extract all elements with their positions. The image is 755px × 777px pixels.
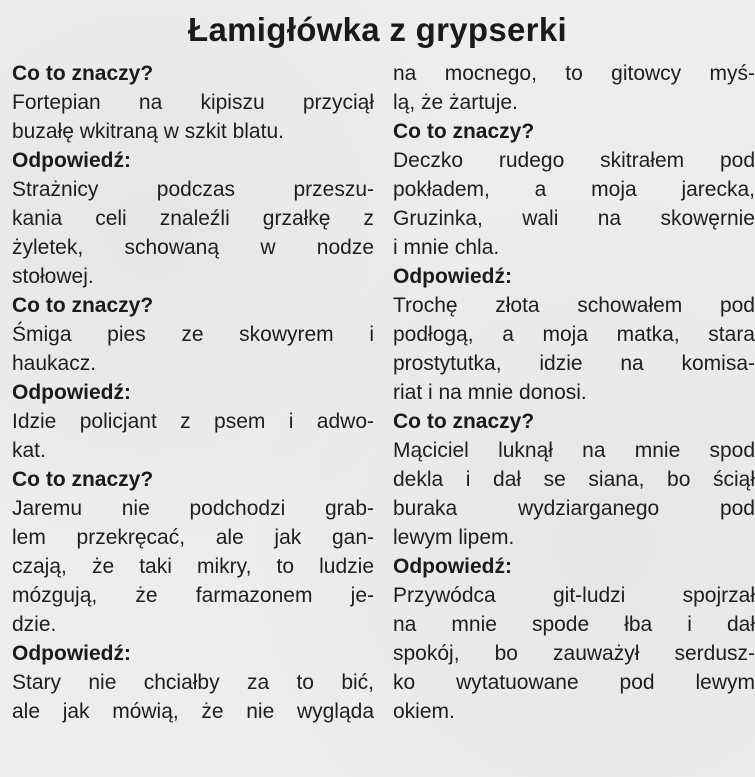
text-line: buzałę wkitraną w szkit blatu.	[12, 120, 284, 143]
text-line: Trochę złota schowałem pod	[393, 294, 755, 317]
article-title: Łamigłówka z grypserki	[188, 11, 567, 48]
text-line: ale jak mówią, że nie wygląda	[12, 700, 374, 723]
text-line: czają, że taki mikry, to ludzie	[12, 555, 374, 578]
text-line: Fortepian na kipiszu przyciął	[12, 91, 374, 114]
text-line: na mnie spode łba i dał	[393, 613, 755, 636]
text-line: lewym lipem.	[393, 526, 515, 549]
text-line: haukacz.	[12, 352, 97, 375]
text-line: Strażnicy podczas przeszu-	[12, 178, 374, 201]
text-line: Śmiga pies ze skowyrem i	[12, 323, 374, 346]
text-line: okiem.	[393, 700, 455, 723]
text-line: na mocnego, to gitowcy myś-	[393, 62, 755, 85]
text-line: dekla i dał se siana, bo ściął	[393, 468, 755, 491]
section-heading: Co to znaczy?	[12, 468, 154, 491]
text-line: Idzie policjant z psem i adwo-	[12, 410, 374, 433]
text-line: Mąciciel luknął na mnie spod	[393, 439, 755, 462]
text-line: mózgują, że farmazonem je-	[12, 584, 374, 607]
text-line: kania celi znaleźli grzałkę z	[12, 207, 374, 230]
text-line: kat.	[12, 439, 46, 462]
text-line: dzie.	[12, 613, 57, 636]
text-line: Deczko rudego skitrałem pod	[393, 149, 755, 172]
section-heading: Odpowiedź:	[12, 642, 131, 665]
section-heading: Odpowiedź:	[12, 381, 131, 404]
text-line: Stary nie chciałby za to bić,	[12, 671, 374, 694]
text-line: Jaremu nie podchodzi grab-	[12, 497, 374, 520]
text-line: stołowej.	[12, 265, 94, 288]
text-line: ko wytatuowane pod lewym	[393, 671, 755, 694]
text-line: buraka wydziarganego pod	[393, 497, 755, 520]
section-heading: Co to znaczy?	[393, 120, 535, 143]
text-line: Przywódca git-ludzi spojrzał	[393, 584, 755, 607]
text-line: żyletek, schowaną w nodze	[12, 236, 374, 259]
text-line: prostytutka, idzie na komisa-	[393, 352, 755, 375]
right-text-column	[393, 59, 755, 726]
section-heading: Odpowiedź:	[12, 149, 131, 172]
text-line: podłogą, a moja matka, stara	[393, 323, 755, 346]
text-line: Gruzinka, wali na skowęrnie	[393, 207, 755, 230]
section-heading: Co to znaczy?	[12, 62, 154, 85]
text-line: lem przekręcać, ale jak gan-	[12, 526, 374, 549]
section-heading: Co to znaczy?	[393, 410, 535, 433]
text-line: lą, że żartuje.	[393, 91, 518, 114]
text-line: pokładem, a moja jarecka,	[393, 178, 755, 201]
text-line: spokój, bo zauważył serdusz-	[393, 642, 755, 665]
section-heading: Co to znaczy?	[12, 294, 154, 317]
text-line: riat i na mnie donosi.	[393, 381, 587, 404]
section-heading: Odpowiedź:	[393, 555, 512, 578]
left-text-column	[12, 59, 374, 726]
text-line: i mnie chla.	[393, 236, 500, 259]
section-heading: Odpowiedź:	[393, 265, 512, 288]
